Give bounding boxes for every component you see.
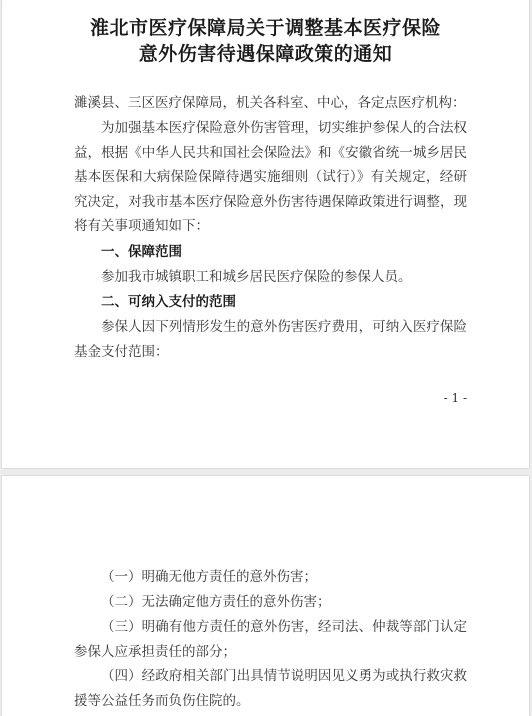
- list-item-3: （三）明确有他方责任的意外伤害，经司法、仲裁等部门认定参保人应承担责任的部分；: [74, 619, 467, 660]
- section-2-body: 参保人因下列情形发生的意外伤害医疗费用，可纳入医疗保险基金支付范围：: [74, 319, 467, 360]
- section-1-heading: 一、保障范围: [101, 244, 182, 260]
- intro-paragraph: 为加强基本医疗保险意外伤害管理，切实维护参保人的合法权益，根据《中华人民共和国社会保险法》和《安徽省统一城乡居民基本医保和大病保险保障待遇实施细则（试行）》有关规定，经研究决定，对我市基本医疗保险意外伤害待遇保障政策进行调整，现将有关事项通知如下：: [74, 120, 467, 235]
- list-item-4: （四）经政府相关部门出具情节说明因见义勇为或执行救灾救援等公益任务而负伤住院的。: [74, 668, 467, 709]
- list-item-2: （二）无法确定他方责任的意外伤害；: [101, 594, 331, 610]
- document-page-2: [2, 476, 529, 716]
- addressee-line: 濉溪县、三区医疗保障局，机关各科室、中心，各定点医疗机构：: [74, 95, 466, 111]
- section-2-heading: 二、可纳入支付的范围: [101, 294, 236, 310]
- document-title-line-2: 意外伤害待遇保障政策的通知: [138, 43, 393, 65]
- page-number: - 1 -: [443, 391, 467, 405]
- section-1-body: 参加我市城镇职工和城乡居民医疗保险的参保人员。: [101, 269, 412, 285]
- list-item-1: （一）明确无他方责任的意外伤害；: [101, 569, 317, 585]
- document-page-1: [2, 0, 529, 468]
- document-title-line-1: 淮北市医疗保障局关于调整基本医疗保险: [89, 17, 441, 39]
